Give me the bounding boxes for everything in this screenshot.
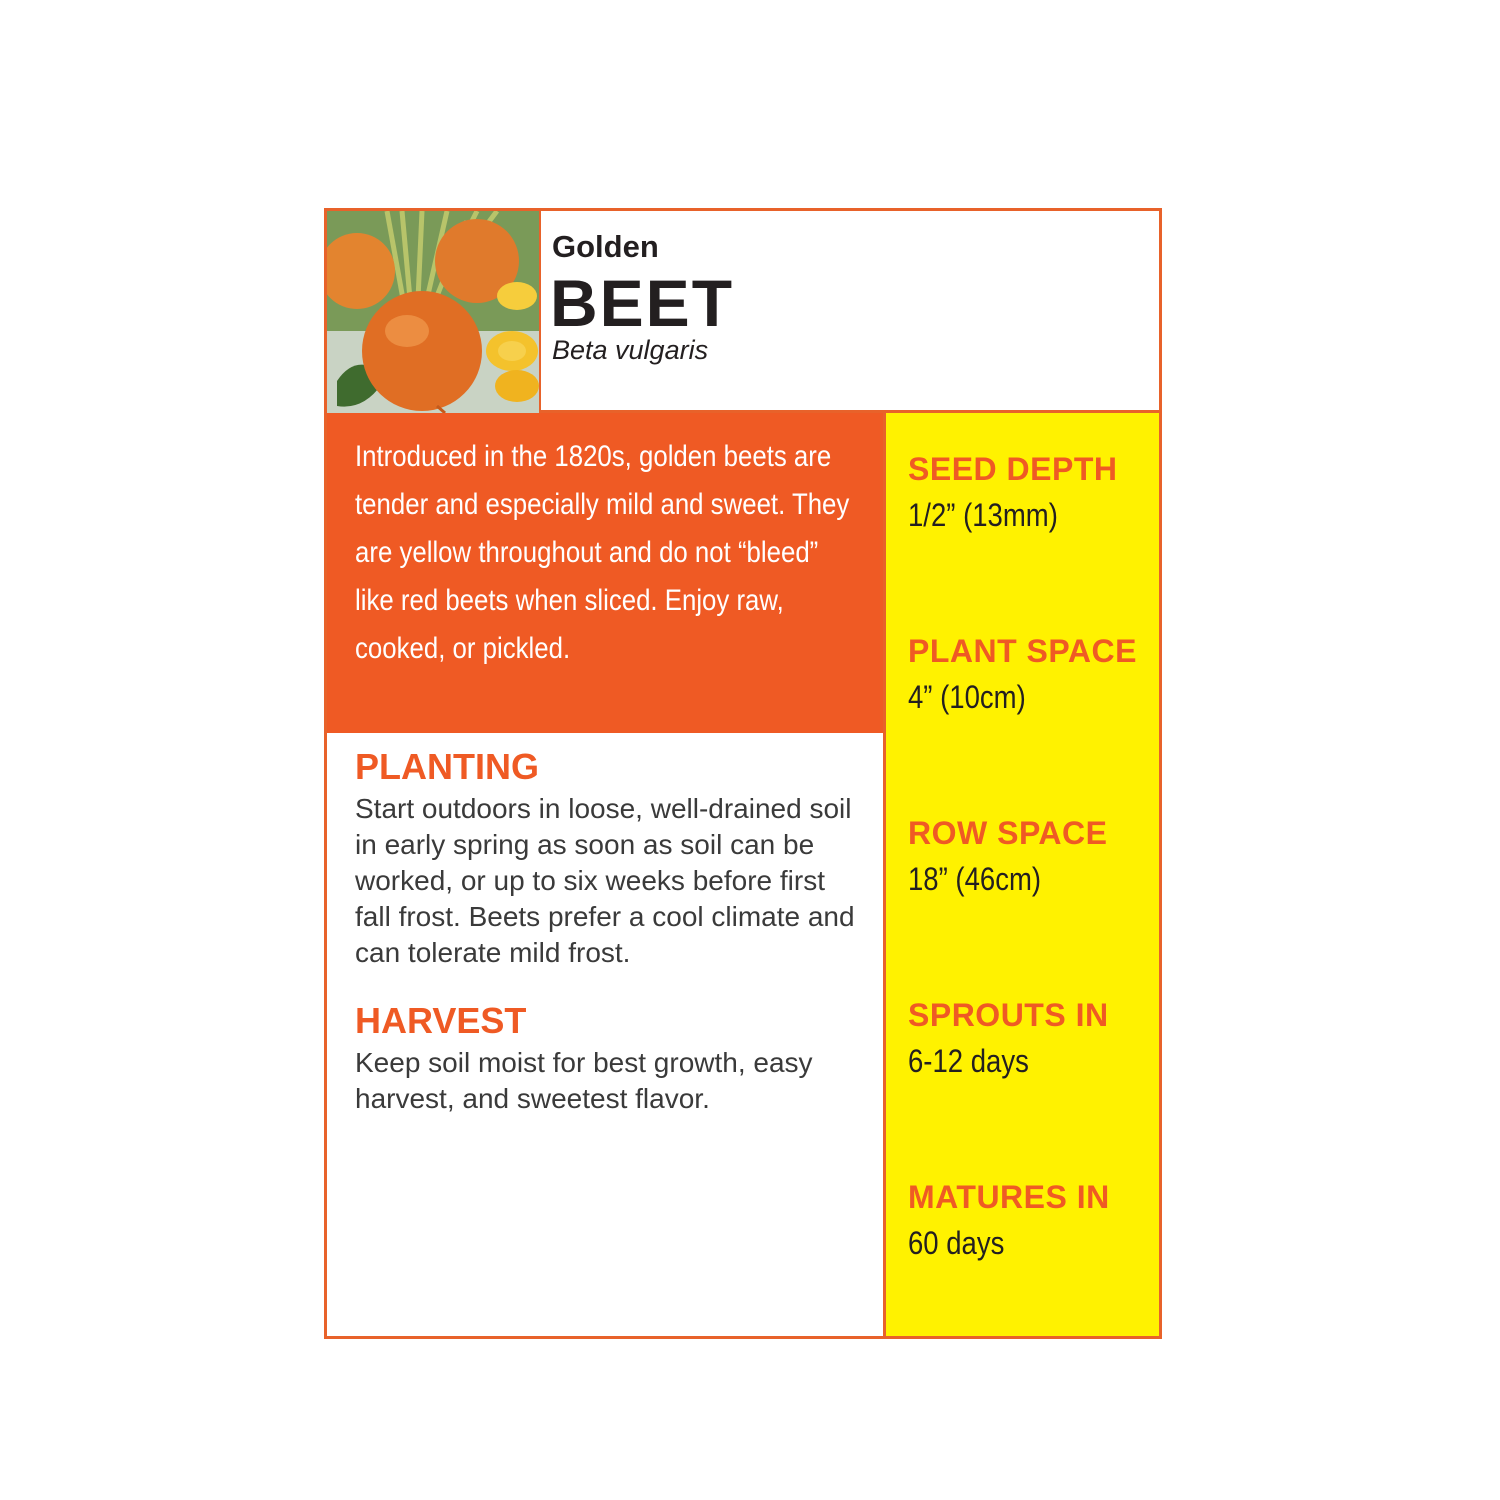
stat-value: 1/2” (13mm) (908, 497, 1058, 533)
planting-heading: PLANTING (355, 746, 539, 787)
intro-panel (327, 413, 883, 733)
stat-label: PLANT SPACE (908, 633, 1137, 669)
stat-sprouts-in (908, 995, 1159, 1177)
growing-stats-panel (883, 413, 1159, 1336)
stat-value: 6-12 days (908, 1043, 1029, 1079)
stat-label: MATURES IN (908, 1179, 1110, 1215)
title-box (541, 211, 1159, 413)
stat-row-space (908, 813, 1159, 995)
stat-value: 18” (46cm) (908, 861, 1042, 897)
stat-label: ROW SPACE (908, 815, 1108, 851)
stat-label: SEED DEPTH (908, 451, 1118, 487)
seed-packet-card (324, 208, 1162, 1339)
harvest-heading: HARVEST (355, 1000, 527, 1041)
intro-text: Introduced in the 1820s, golden beets are tender and especially mild and sweet. They are yellow throughout and do not “bleed” like red beets when sliced. Enjoy raw, cooked, or pickled. (355, 440, 850, 665)
instructions-panel (327, 733, 883, 1336)
stat-value: 60 days (908, 1225, 1005, 1261)
planting-text: Start outdoors in loose, well-drained soil in early spring as soon as soil can be worked, or up to six weeks before first fall frost. Beets prefer a cool climate and can tolerate mild frost. (355, 793, 855, 968)
variety-name: Golden (552, 229, 659, 264)
stat-plant-space (908, 631, 1159, 813)
latin-name: Beta vulgaris (552, 335, 709, 365)
harvest-text: Keep soil moist for best growth, easy harvest, and sweetest flavor. (355, 1047, 813, 1114)
stat-value: 4” (10cm) (908, 679, 1026, 715)
golden-beet-photo (327, 211, 541, 413)
product-name: BEET (550, 266, 735, 340)
stat-matures-in (908, 1177, 1159, 1359)
stat-seed-depth (908, 449, 1159, 631)
stat-label: SPROUTS IN (908, 997, 1109, 1033)
